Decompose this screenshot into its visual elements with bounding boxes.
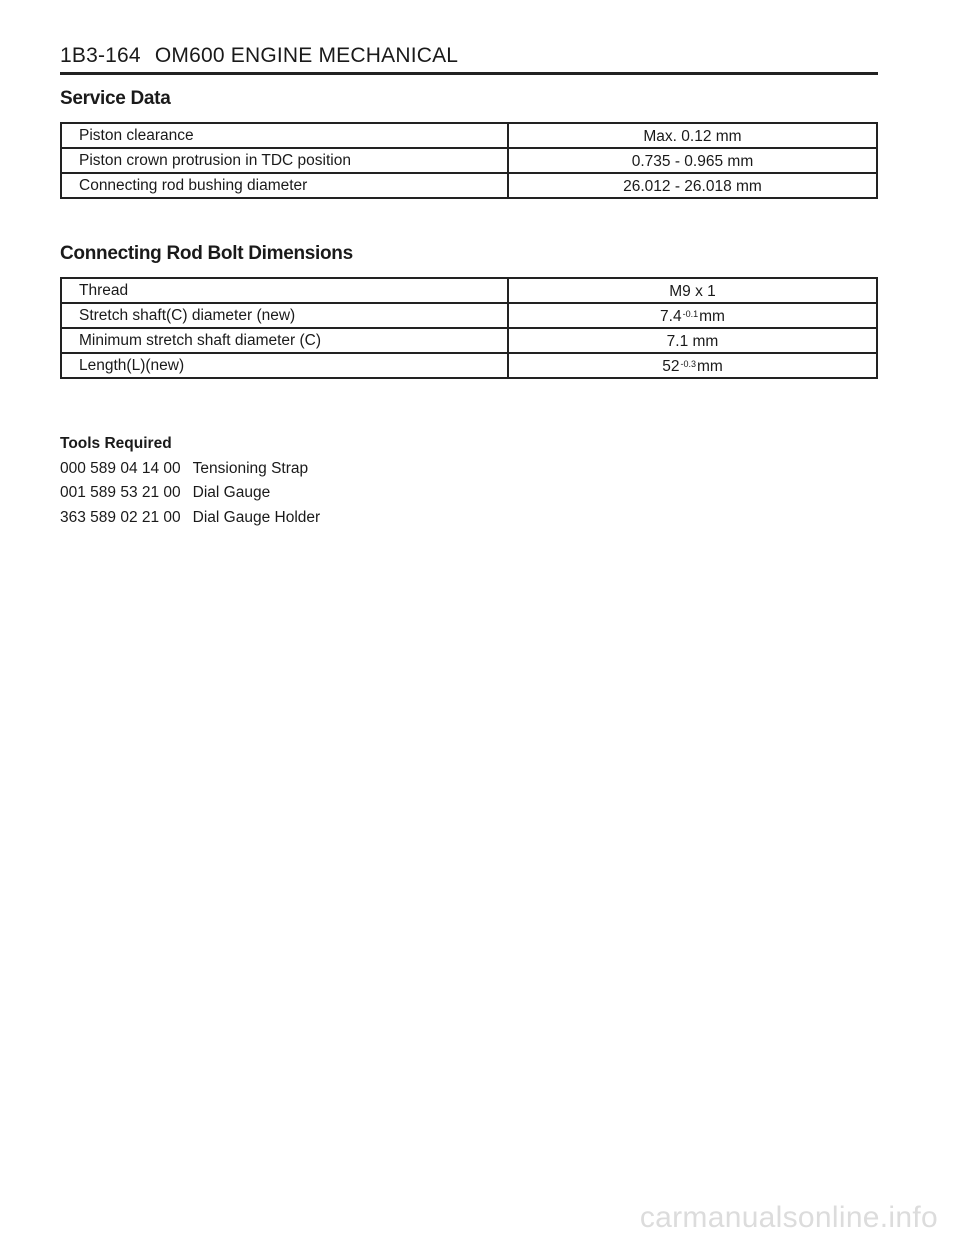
value-tolerance: -0.3 <box>680 359 696 369</box>
page-code: 1B3-164 <box>60 44 141 67</box>
tools-section <box>60 432 320 530</box>
value-unit: mm <box>699 308 725 325</box>
table-row <box>61 123 877 148</box>
list-item <box>60 457 320 482</box>
spec-label: Piston clearance <box>61 123 508 148</box>
tools-title: Tools Required <box>60 435 172 452</box>
spec-label: Connecting rod bushing diameter <box>61 173 508 198</box>
table-row <box>61 148 877 173</box>
page-header <box>60 44 878 68</box>
tool-number: 363 589 02 21 00 <box>60 508 181 526</box>
tool-number: 000 589 04 14 00 <box>60 459 181 477</box>
chapter-title: OM600 ENGINE MECHANICAL <box>154 44 459 67</box>
list-item <box>60 506 320 531</box>
tool-number: 001 589 53 21 00 <box>60 484 181 501</box>
spec-label: Length(L)(new) <box>61 353 508 378</box>
watermark: carmanualsonline.info <box>639 1201 938 1234</box>
spec-value: 7.1 mm <box>508 328 877 353</box>
spec-value: M9 x 1 <box>508 278 877 303</box>
header-divider <box>60 72 878 75</box>
table-row <box>61 173 877 198</box>
service-data-table <box>60 122 878 199</box>
table-row <box>61 278 877 303</box>
table-row <box>61 353 877 378</box>
value-base: 52 <box>662 358 680 375</box>
spec-label: Piston crown protrusion in TDC position <box>61 148 508 173</box>
tool-name: Dial Gauge Holder <box>192 508 321 526</box>
service-data-title: Service Data <box>60 88 171 109</box>
list-item <box>60 481 320 506</box>
rod-bolt-title: Connecting Rod Bolt Dimensions <box>60 243 353 264</box>
spec-label: Stretch shaft(C) diameter (new) <box>61 303 508 328</box>
table-row <box>61 303 877 328</box>
spec-value: Max. 0.12 mm <box>508 123 877 148</box>
tool-name: Tensioning Strap <box>192 459 309 477</box>
value-tolerance: -0.1 <box>682 309 699 319</box>
rod-bolt-table <box>60 277 878 379</box>
value-base: 7.4 <box>660 308 682 325</box>
spec-value <box>508 353 877 378</box>
table-row <box>61 328 877 353</box>
spec-label: Minimum stretch shaft diameter (C) <box>61 328 508 353</box>
tool-name: Dial Gauge <box>192 484 271 501</box>
spec-value: 0.735 - 0.965 mm <box>508 148 877 173</box>
spec-value <box>508 303 877 328</box>
value-unit: mm <box>696 358 723 375</box>
spec-label: Thread <box>61 278 508 303</box>
spec-value: 26.012 - 26.018 mm <box>508 173 877 198</box>
